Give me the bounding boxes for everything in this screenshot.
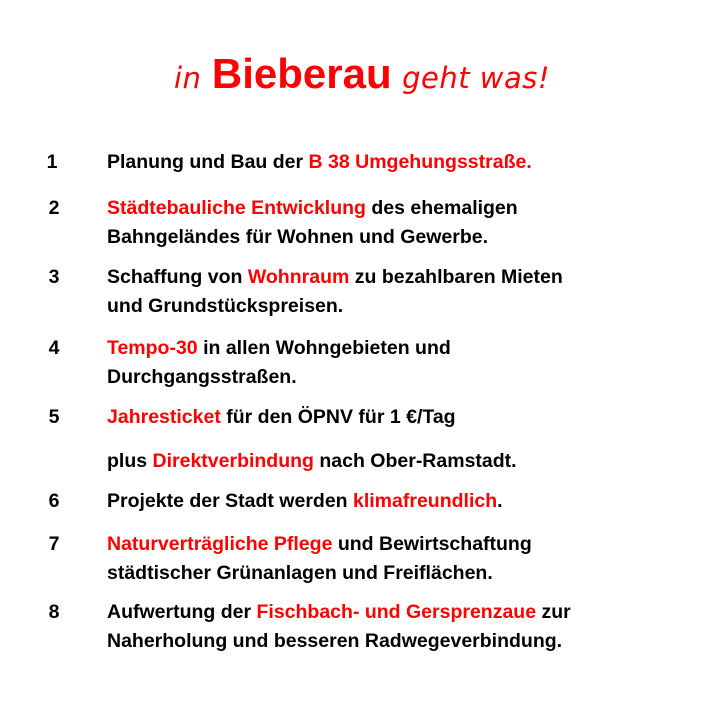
text-segment: Bahngeländes für Wohnen und Gewerbe. bbox=[107, 226, 489, 248]
item-text bbox=[107, 487, 707, 516]
text-segment: städtischer Grünanlagen und Freiflächen. bbox=[107, 562, 493, 584]
item-text-line bbox=[107, 194, 707, 223]
text-segment: . bbox=[497, 490, 503, 512]
highlighted-text: Tempo-30 bbox=[107, 337, 198, 359]
title-town-name: Bieberau bbox=[211, 50, 392, 97]
item-number: 1 bbox=[46, 151, 58, 173]
text-segment: des ehemaligen bbox=[365, 197, 518, 219]
text-segment: Schaffung von bbox=[107, 266, 248, 288]
highlighted-text: Fischbach- und Gersprenzaue bbox=[256, 601, 537, 623]
title-prefix: in bbox=[173, 61, 202, 95]
item-number: 5 bbox=[48, 406, 60, 428]
text-segment: für den ÖPNV für 1 €/Tag bbox=[220, 406, 456, 428]
item-text-line bbox=[107, 447, 707, 476]
text-segment: Projekte der Stadt werden bbox=[107, 490, 353, 512]
item-text-line bbox=[107, 223, 707, 252]
text-segment: Naherholung und besseren Radwegeverbindung. bbox=[107, 630, 563, 652]
text-segment: Planung und Bau der bbox=[107, 151, 309, 173]
item-text bbox=[107, 334, 707, 392]
text-segment: und Bewirtschaftung bbox=[332, 533, 532, 555]
text-segment: plus bbox=[107, 450, 153, 472]
highlighted-text: B 38 Umgehungsstraße. bbox=[308, 151, 532, 173]
item-text-line bbox=[107, 627, 707, 656]
item-text-line bbox=[107, 363, 707, 392]
title-suffix: geht was! bbox=[402, 61, 551, 95]
text-segment: und Grundstückspreisen. bbox=[107, 295, 344, 317]
item-number: 4 bbox=[48, 337, 60, 359]
text-segment: zu bezahlbaren Mieten bbox=[349, 266, 563, 288]
item-text bbox=[107, 403, 707, 432]
item-text-line bbox=[107, 598, 707, 627]
highlighted-text: klimafreundlich bbox=[353, 490, 498, 512]
highlighted-text: Naturverträgliche Pflege bbox=[107, 533, 333, 555]
page-title bbox=[0, 50, 724, 98]
item-text bbox=[107, 598, 707, 656]
text-segment: Aufwertung der bbox=[107, 601, 257, 623]
item-text bbox=[107, 148, 707, 177]
item-number: 2 bbox=[48, 197, 60, 219]
item-text-line bbox=[107, 403, 707, 432]
item-text-line bbox=[107, 292, 707, 321]
item-text bbox=[107, 263, 707, 321]
item-text bbox=[107, 530, 707, 588]
item-text-line bbox=[107, 334, 707, 363]
text-segment: nach Ober-Ramstadt. bbox=[313, 450, 517, 472]
item-number: 7 bbox=[48, 533, 60, 555]
item-number: 3 bbox=[48, 266, 60, 288]
item-text-line bbox=[107, 530, 707, 559]
item-text-line bbox=[107, 559, 707, 588]
item-number: 6 bbox=[48, 490, 60, 512]
text-segment: in allen Wohngebieten und bbox=[197, 337, 451, 359]
highlighted-text: Direktverbindung bbox=[152, 450, 314, 472]
item-text bbox=[107, 447, 707, 476]
text-segment: zur bbox=[536, 601, 571, 623]
highlighted-text: Wohnraum bbox=[247, 266, 350, 288]
text-segment: Durchgangsstraßen. bbox=[107, 366, 297, 388]
item-text bbox=[107, 194, 707, 252]
highlighted-text: Jahresticket bbox=[107, 406, 221, 428]
highlighted-text: Städtebauliche Entwicklung bbox=[107, 197, 366, 219]
item-text-line bbox=[107, 263, 707, 292]
item-text-line bbox=[107, 148, 707, 177]
item-text-line bbox=[107, 487, 707, 516]
item-number: 8 bbox=[48, 601, 60, 623]
